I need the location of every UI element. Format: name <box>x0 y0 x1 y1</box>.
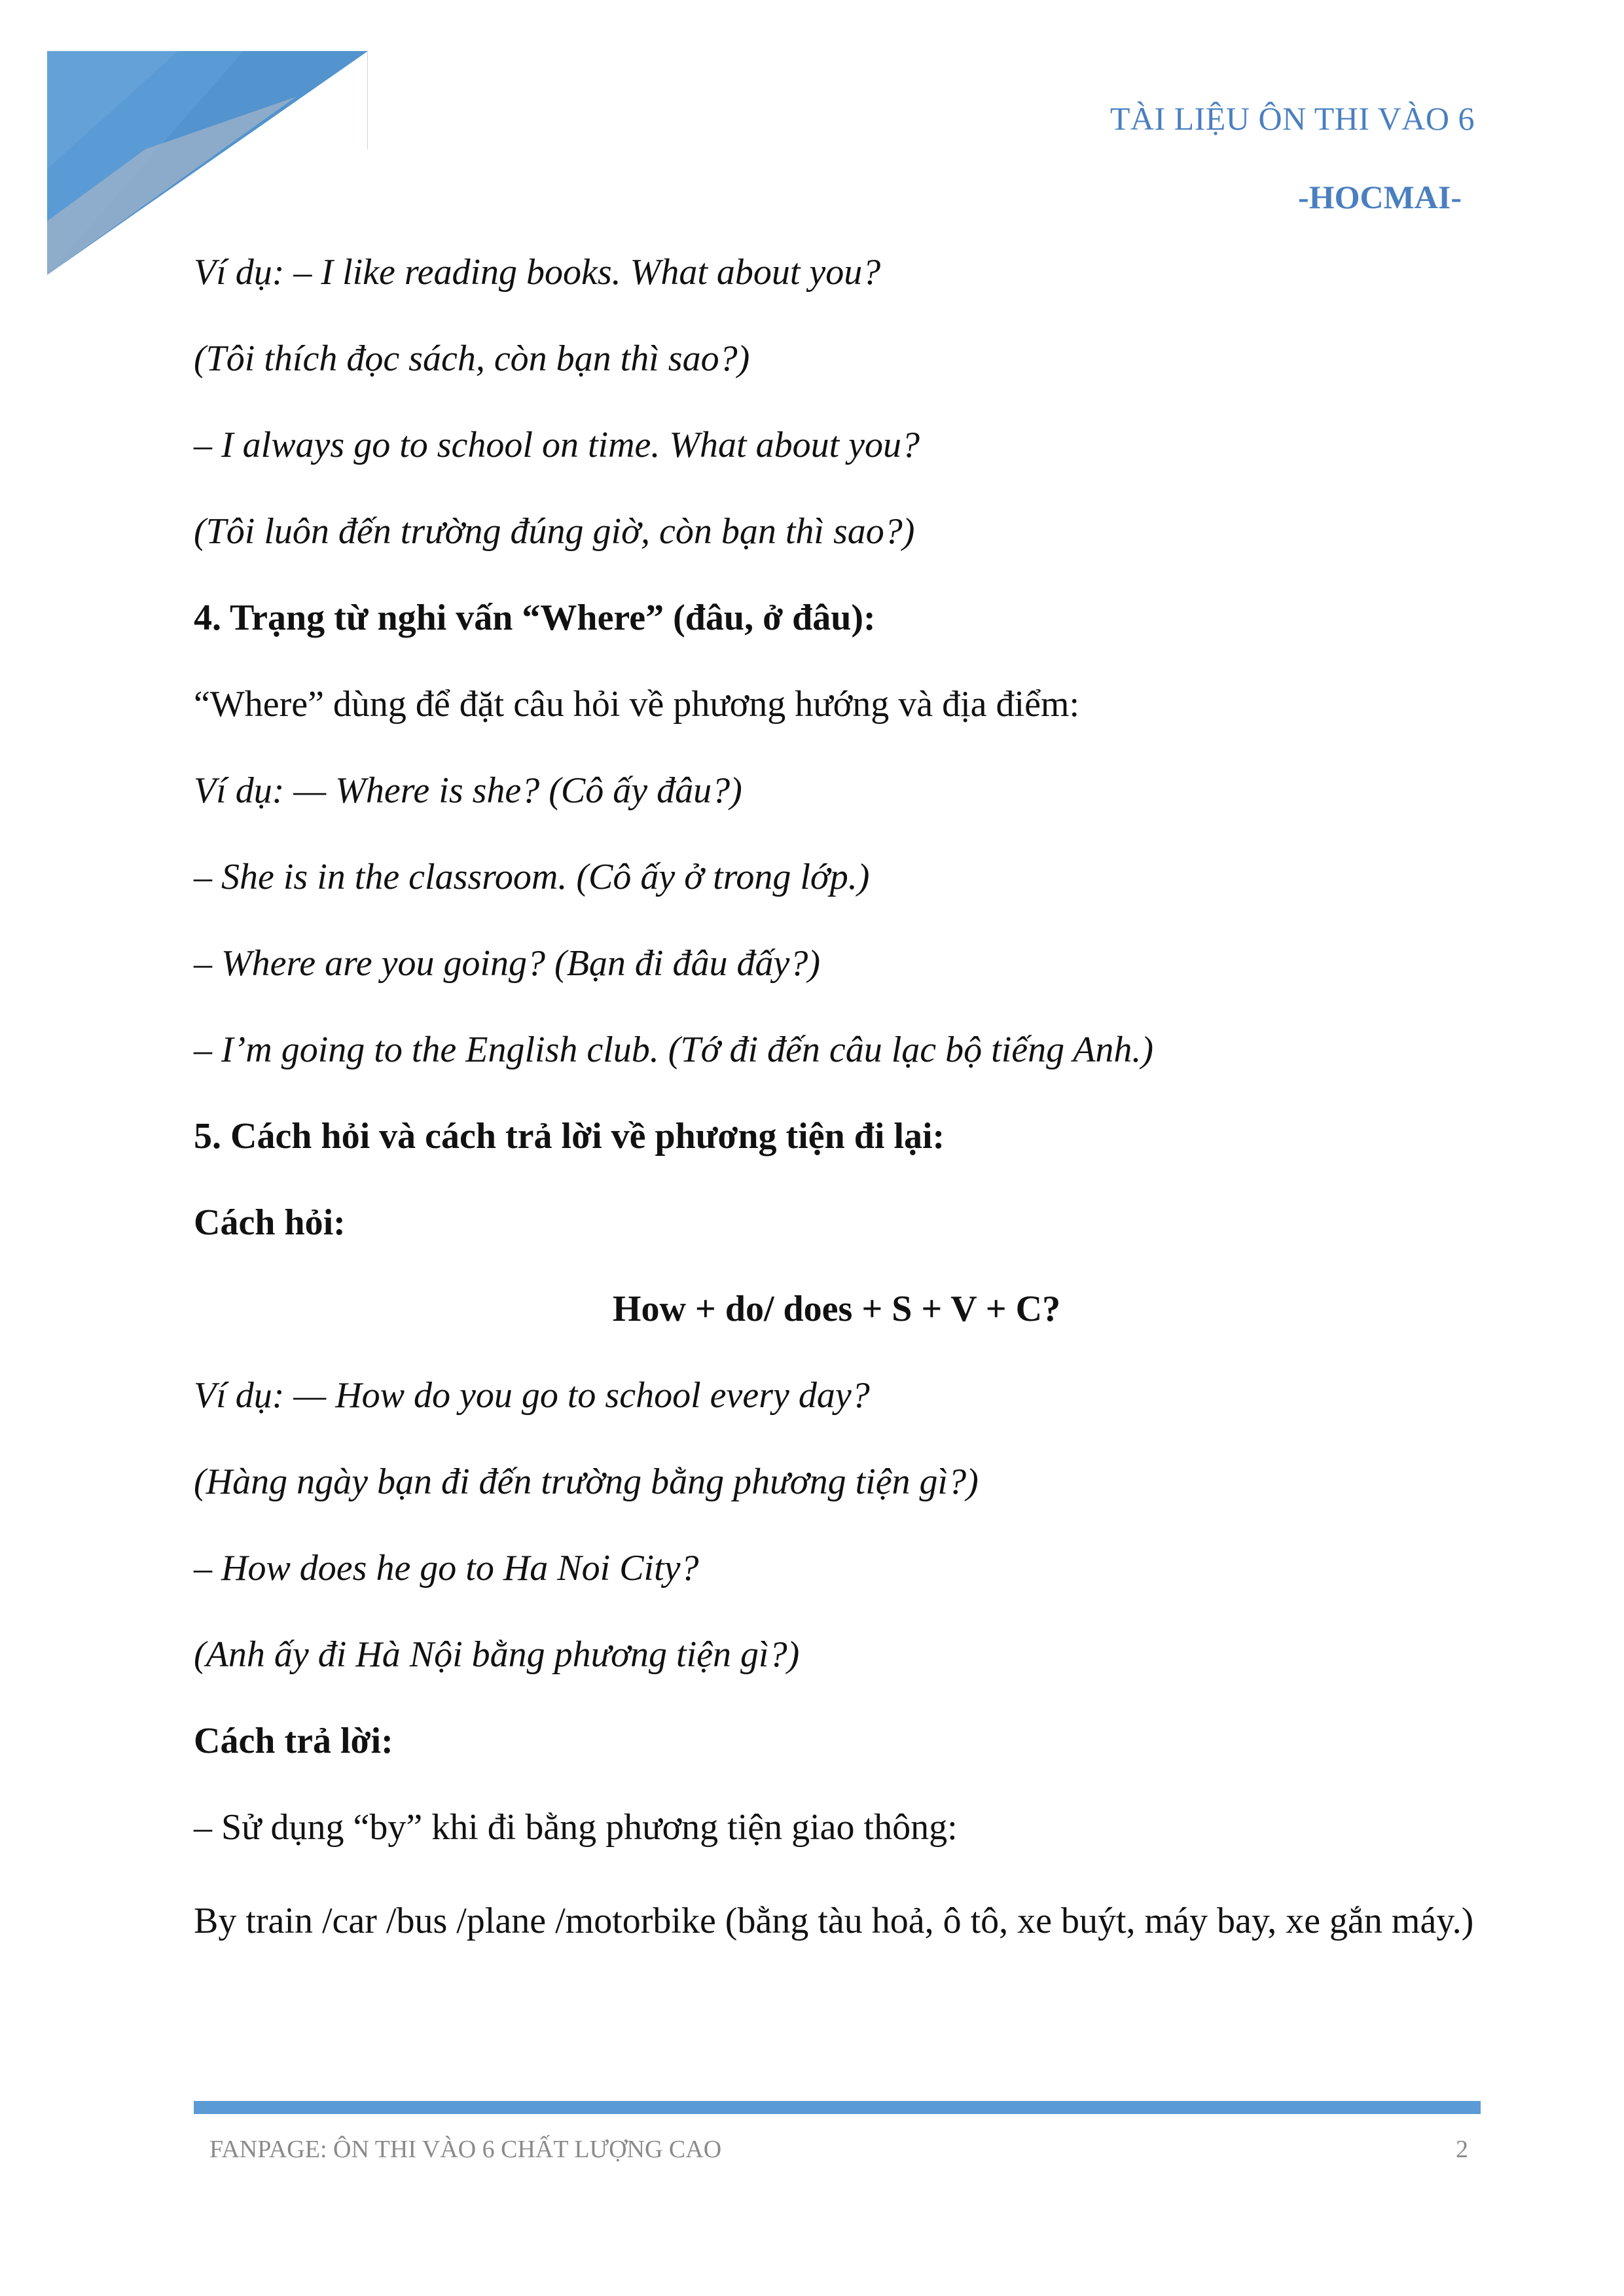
example-line: Ví dụ: — How do you go to school every day? <box>194 1375 870 1416</box>
header-subtitle: -HOCMAI- <box>1298 179 1462 215</box>
header-title: TÀI LIỆU ÔN THI VÀO 6 <box>1110 100 1475 137</box>
formula: How + do/ does + S + V + C? <box>612 1289 1061 1329</box>
section-heading-transport: 5. Cách hỏi và cách trả lời về phương tiện đi lại: <box>194 1116 945 1157</box>
example-line: – She is in the classroom. (Cô ấy ở trong lớp.) <box>194 857 870 897</box>
corner-decoration <box>47 51 368 275</box>
page-number: 2 <box>1456 2136 1468 2163</box>
document-body <box>194 246 1479 1988</box>
subheading-question: Cách hỏi: <box>194 1202 346 1243</box>
body-text: – Sử dụng “by” khi đi bằng phương tiện giao thông: <box>194 1807 958 1848</box>
section-heading-where: 4. Trạng từ nghi vấn “Where” (đâu, ở đâu): <box>194 598 876 638</box>
body-text-transport-list: By train /car /bus /plane /motorbike (bằng tàu hoả, ô tô, xe buýt, máy bay, xe gắn máy.) <box>194 1901 1474 1941</box>
footer-divider <box>194 2101 1481 2114</box>
example-line: – Where are you going? (Bạn đi đâu đấy?) <box>194 943 820 984</box>
footer-fanpage-text: FANPAGE: ÔN THI VÀO 6 CHẤT LƯỢNG CAO <box>209 2136 722 2163</box>
translation-line: (Hàng ngày bạn đi đến trường bằng phương tiện gì?) <box>194 1462 979 1502</box>
example-line: Ví dụ: – I like reading books. What about you? <box>194 252 881 293</box>
example-line: – I always go to school on time. What about you? <box>194 425 920 465</box>
example-line: Ví dụ: — Where is she? (Cô ấy đâu?) <box>194 770 742 811</box>
body-text: “Where” dùng để đặt câu hỏi về phương hướng và địa điểm: <box>194 684 1080 725</box>
translation-line: (Tôi luôn đến trường đúng giờ, còn bạn thì sao?) <box>194 511 915 552</box>
translation-line: (Anh ấy đi Hà Nội bằng phương tiện gì?) <box>194 1634 800 1675</box>
example-line: – I’m going to the English club. (Tớ đi đến câu lạc bộ tiếng Anh.) <box>194 1030 1153 1070</box>
example-line: – How does he go to Ha Noi City? <box>194 1548 699 1588</box>
translation-line: (Tôi thích đọc sách, còn bạn thì sao?) <box>194 338 750 379</box>
subheading-answer: Cách trả lời: <box>194 1721 393 1761</box>
